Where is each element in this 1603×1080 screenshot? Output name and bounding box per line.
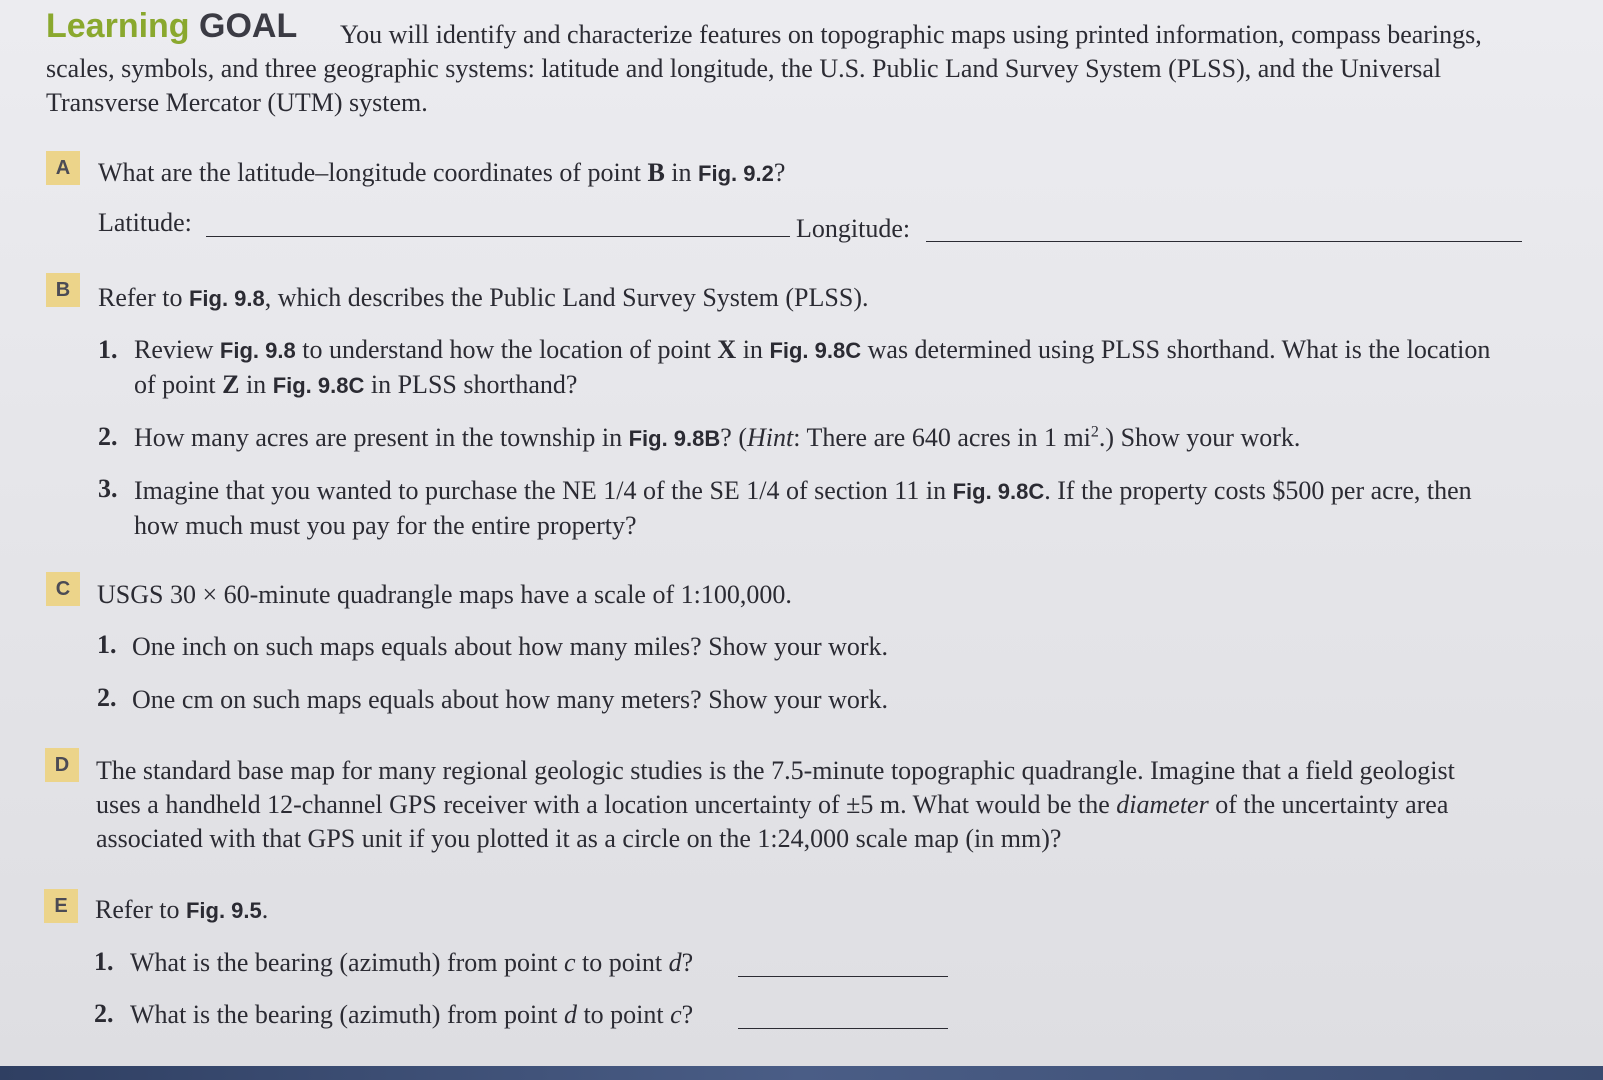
section-c-intro: USGS 30 × 60-minute quadrangle maps have a scale of 1:100,000. (97, 580, 792, 609)
question-number: 1. (98, 335, 118, 364)
question-text: How many acres are present in the township in (134, 423, 629, 452)
question-text: to point (576, 1000, 671, 1029)
question-text: .) Show your work. (1098, 423, 1301, 452)
latitude-label: Latitude: (98, 208, 192, 237)
longitude-answer-line[interactable] (926, 241, 1522, 242)
section-c-question-1: One inch on such maps equals about how many miles? Show your work. (132, 632, 889, 661)
point-label: d (563, 1000, 577, 1029)
question-number: 2. (98, 422, 118, 451)
section-b-question-2 (134, 421, 1300, 456)
section-a-question (98, 156, 785, 191)
question-text: Imagine that you wanted to purchase the NE 1/4 of the SE 1/4 of section 11 in (134, 476, 953, 505)
question-text: was determined using PLSS shorthand. What is the location of point (134, 335, 1491, 399)
question-number: 1. (97, 630, 117, 659)
question-number: 2. (97, 683, 117, 712)
question-text: in (664, 158, 699, 187)
question-text: in (736, 335, 770, 364)
point-label: c (670, 1000, 682, 1029)
figure-ref: Fig. 9.2 (698, 161, 774, 186)
question-text: Review (134, 335, 220, 364)
point-label: X (717, 335, 737, 364)
figure-ref: Fig. 9.8C (272, 373, 365, 398)
section-b-question-3 (134, 474, 1474, 543)
question-text: ? (681, 948, 694, 977)
intro-text: , which describes the Public Land Survey System (PLSS). (264, 283, 869, 312)
section-e-intro (95, 893, 268, 928)
figure-ref: Fig. 9.5 (185, 898, 262, 923)
figure-ref: Fig. 9.8B (628, 426, 721, 451)
question-number: 3. (98, 474, 118, 503)
section-c-badge: C (46, 572, 80, 606)
goal-label: GOAL (199, 7, 298, 45)
section-b-question-1 (134, 333, 1504, 403)
section-e-question-1 (130, 946, 693, 980)
section-c-question-2: One cm on such maps equals about how many meters? Show your work. (132, 685, 889, 714)
question-number: 1. (94, 947, 114, 976)
section-d-badge: D (45, 748, 79, 782)
question-text: The standard base map for many regional geologic studies is the 7.5-minute topographic quadrangle. Imagine that a field geologist uses a handheld 12-channel GPS receiver with a location uncertainty of ±5 m. What would be the (96, 756, 1455, 819)
intro-text: Refer to (98, 283, 189, 312)
question-text: What is the bearing (azimuth) from point (130, 1000, 564, 1029)
longitude-label: Longitude: (796, 214, 911, 243)
section-d-question (96, 754, 1496, 856)
question-text: in PLSS shorthand? (364, 370, 578, 399)
question-text: . If the property costs $500 per acre, then how much must you pay for the entire property? (134, 476, 1472, 540)
question-text: : There are 640 acres in 1 mi (793, 423, 1091, 452)
hint-label: Hint (746, 423, 794, 452)
figure-ref: Fig. 9.8 (219, 338, 296, 363)
point-label: d (668, 948, 682, 977)
question-text: of the uncertainty area associated with that GPS unit if you plotted it as a circle on the 1:24,000 scale map (in mm)? (96, 790, 1449, 853)
learning-goal-text: You will identify and characterize features on topographic maps using printed information, compass bearings, scales, symbols, and three geographic systems: latitude and longitude, the U.S. Public Land Survey System (PLSS), and the Universal Transverse Mercator (UTM) system. (46, 20, 1482, 117)
question-text: ? ( (720, 423, 747, 452)
superscript: 2 (1090, 423, 1099, 441)
question-text: to understand how the location of point (295, 335, 718, 364)
section-e-badge: E (44, 889, 78, 923)
intro-text: . (261, 895, 269, 924)
question-text: What are the latitude–longitude coordinates of point (98, 158, 648, 187)
question-text: in (239, 370, 273, 399)
screen-bottom-bar (0, 1066, 1603, 1080)
section-b-badge: B (46, 273, 80, 307)
learning-label: Learning (46, 7, 190, 45)
section-a-badge: A (46, 151, 80, 185)
figure-ref: Fig. 9.8 (188, 286, 265, 311)
question-number: 2. (94, 999, 114, 1028)
question-text: ? (681, 1000, 694, 1029)
question-text: What is the bearing (azimuth) from point (130, 948, 564, 977)
emphasis: diameter (1116, 790, 1209, 819)
bearing-answer-line[interactable] (738, 976, 948, 977)
question-text: to point (575, 948, 669, 977)
figure-ref: Fig. 9.8C (952, 479, 1045, 504)
figure-ref: Fig. 9.8C (769, 338, 862, 363)
intro-text: Refer to (95, 895, 186, 924)
question-text: ? (773, 158, 786, 187)
point-label: Z (222, 370, 240, 399)
point-label: c (563, 948, 576, 977)
bearing-answer-line[interactable] (738, 1028, 948, 1029)
latitude-answer-line[interactable] (206, 236, 790, 237)
section-e-question-2 (130, 998, 693, 1032)
point-label: B (647, 158, 665, 187)
section-b-intro (98, 281, 868, 316)
